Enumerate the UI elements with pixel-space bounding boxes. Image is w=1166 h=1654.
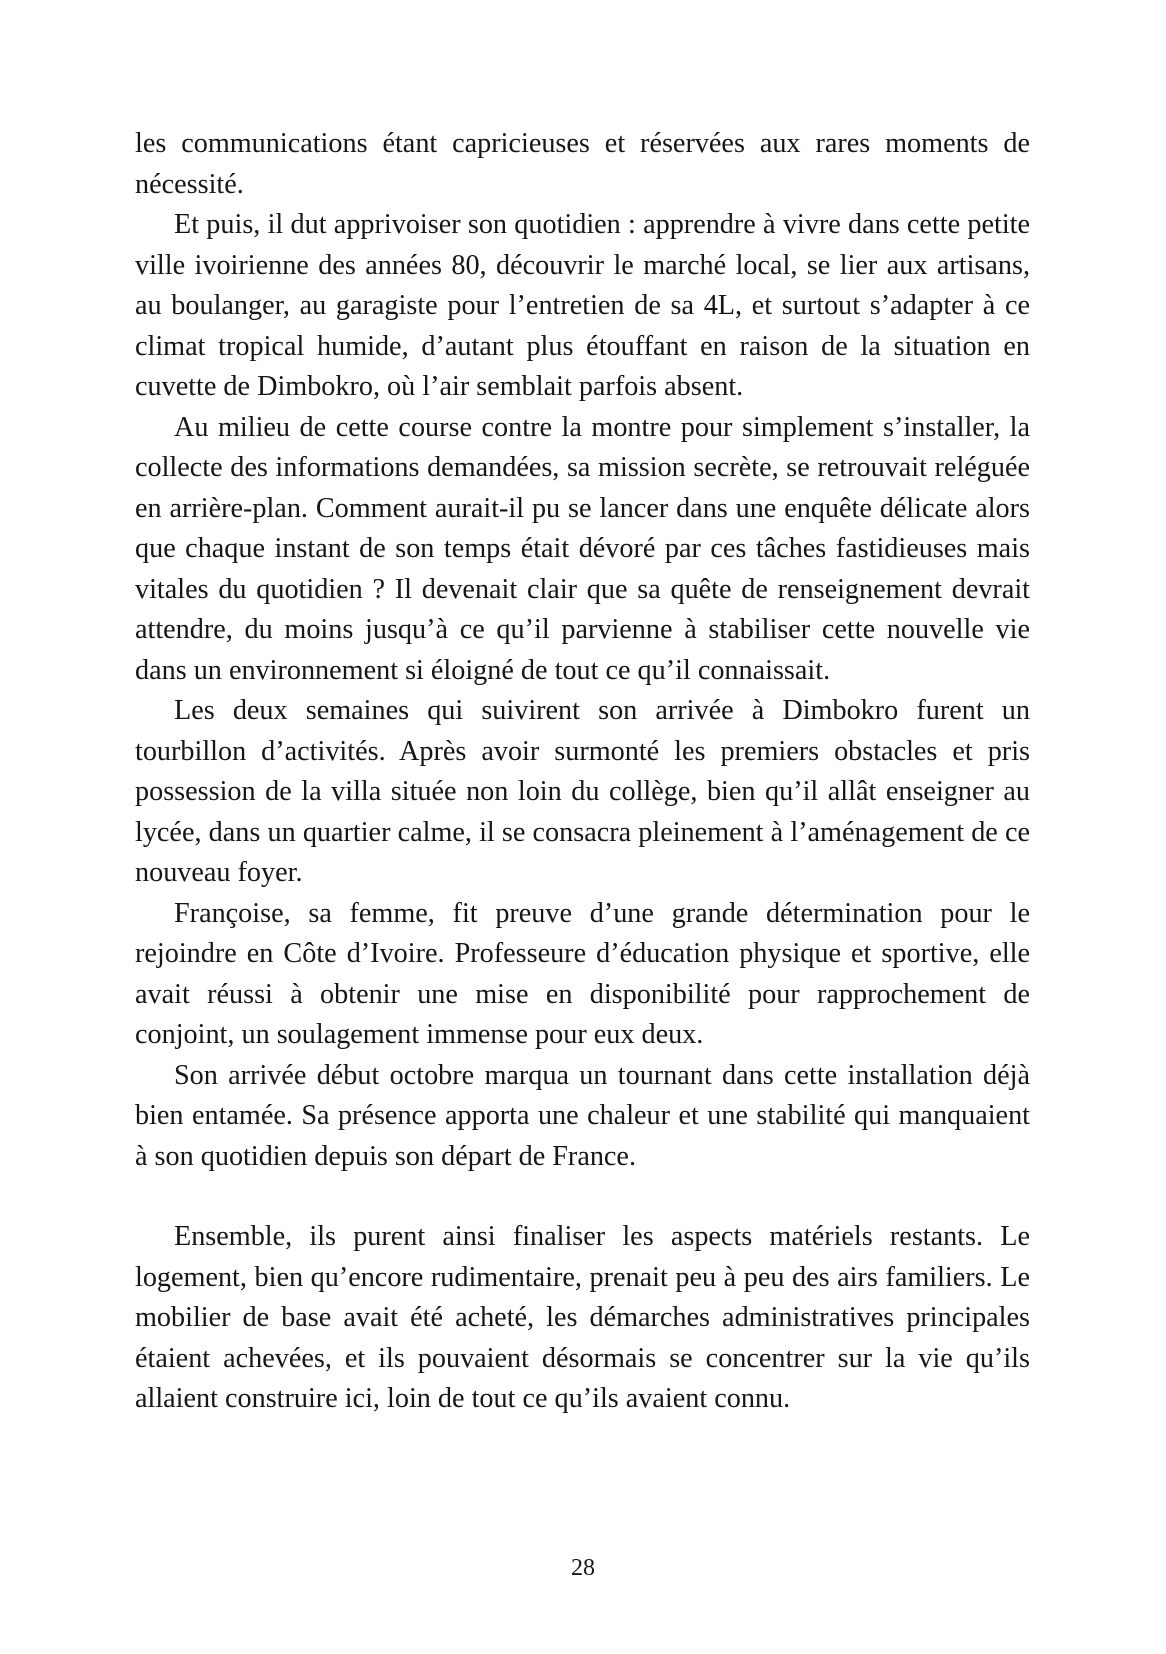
body-text [135,124,1030,1420]
paragraph-5: Françoise, sa femme, fit preuve d’une grande détermination pour le rejoindre en Côte d’Ivoire. Professeure d’éducation physique et sportive, elle avait réussi à obtenir une mise en disponibilité pour rapprochement de conjoint, un soulagement immense pour eux deux. [135,897,1030,1050]
paragraph-6: Son arrivée début octobre marqua un tournant dans cette installation déjà bien entamée. Sa présence apporta une chaleur et une stabilité qui manquaient à son quotidien depuis son départ de France. [135,1059,1030,1172]
paragraph-2: Et puis, il dut apprivoiser son quotidien : apprendre à vivre dans cette petite ville ivoirienne des années 80, découvrir le marché local, se lier aux artisans, au boulanger, au garagiste pour l’entretien de sa 4L, et surtout s’adapter à ce climat tropical humide, d’autant plus étouffant en raison de la situation en cuvette de Dimbokro, où l’air semblait parfois absent. [135,209,1030,402]
page-number: 28 [571,1555,595,1581]
paragraph-3: Au milieu de cette course contre la montre pour simplement s’installer, la collecte des informations demandées, sa mission secrète, se retrouvait reléguée en arrière-plan. Comment aurait-il pu se lancer dans une enquête délicate alors que chaque instant de son temps était dévoré par ces tâches fastidieuses mais vitales du quotidien ? Il devenait clair que sa quête de renseignement devrait attendre, du moins jusqu’à ce qu’il parvienne à stabiliser cette nouvelle vie dans un environnement si éloigné de tout ce qu’il connaissait. [135,411,1030,686]
paragraph-7: Ensemble, ils purent ainsi finaliser les aspects matériels restants. Le logement, bien qu’encore rudimentaire, prenait peu à peu des airs familiers. Le mobilier de base avait été acheté, les démarches administratives principales étaient achevées, et ils pouvaient désormais se concentrer sur la vie qu’ils allaient construire ici, loin de tout ce qu’ils avaient connu. [135,1221,1030,1414]
paragraph-4: Les deux semaines qui suivirent son arrivée à Dimbokro furent un tourbillon d’activités. Après avoir surmonté les premiers obstacles et pris possession de la villa située non loin du collège, bien qu’il allât enseigner au lycée, dans un quartier calme, il se consacra pleinement à l’aménagement de ce nouveau foyer. [135,695,1030,888]
paragraph-1: les communications étant capricieuses et réservées aux rares moments de nécessité. [135,128,1030,200]
